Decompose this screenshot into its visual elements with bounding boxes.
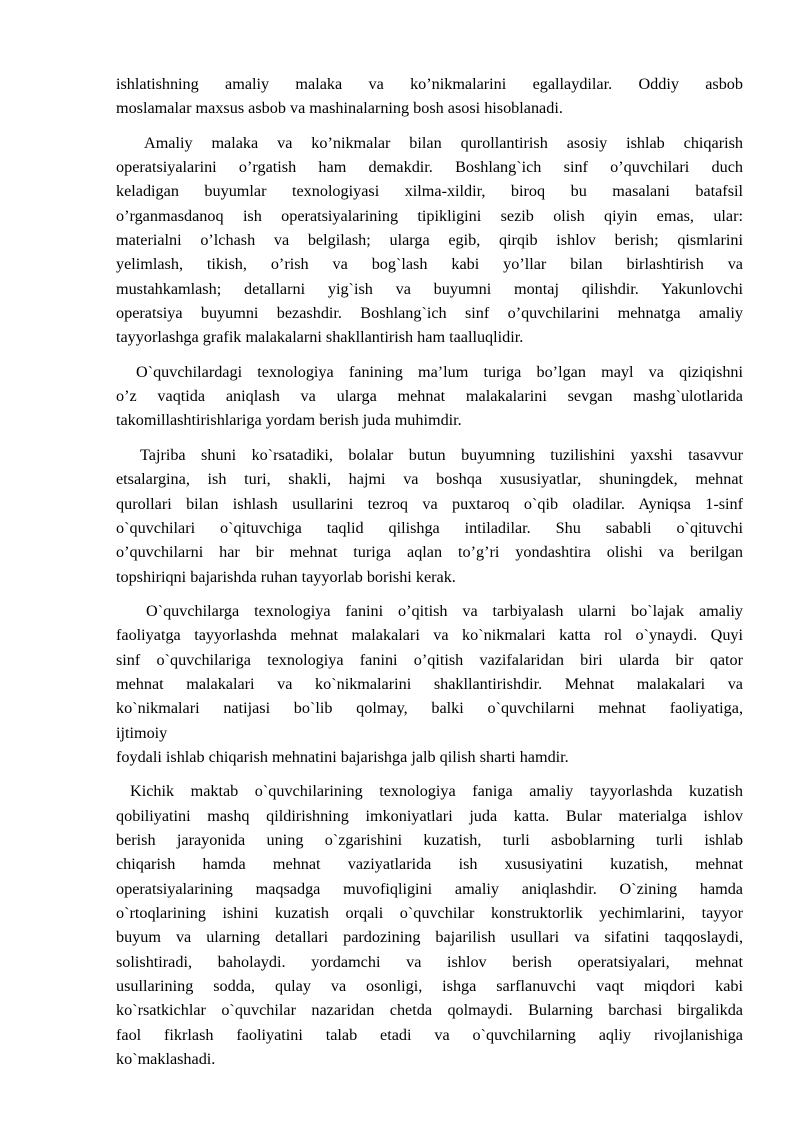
text-line: operatsiyalarini o’rgatish ham demakdir. Boshlang`ich sinf o’quvchilari duch [116, 158, 743, 177]
text-line: materialni o’lchash va belgilash; ularga egib, qirqib ishlov berish; qismlarini [116, 231, 743, 250]
text-line: ijtimoiy [116, 723, 168, 742]
text-line: mehnat malakalari va ko`nikmalarini shakllantirishdir. Mehnat malakalari va [116, 674, 743, 693]
text-line: mustahkamlash; detallarni yig`ish va buyumni montaj qilishdir. Yakunlovchi [116, 279, 743, 298]
text-line: moslamalar maxsus asbob va mashinalarning bosh asosi hisoblanadi. [116, 99, 563, 118]
paragraph-4 [116, 443, 743, 589]
text-line: o`rtoqlarining ishini kuzatish orqali o`quvchilar konstruktorlik yechimlarini, tayyor [116, 904, 743, 922]
text-line: keladigan buyumlar texnologiyasi xilma-xildir, biroq bu masalani batafsil [116, 182, 743, 201]
text-line: topshiriqni bajarishda ruhan tayyorlab borishi kerak. [116, 567, 456, 586]
paragraph-3 [116, 360, 743, 433]
text-line: o’z vaqtida aniqlash va ularga mehnat malakalarini sevgan mashg`ulotlarida [116, 387, 743, 406]
text-line: yelimlash, tikish, o’rish va bog`lash kabi yo’llar bilan birlashtirish va [116, 255, 743, 274]
text-line: ko`nikmalari natijasi bo`lib qolmay, balki o`quvchilarni mehnat faoliyatiga, [116, 699, 743, 718]
text-line: sinf o`quvchilariga texnologiya fanini o’qitish vazifalaridan biri ularda bir qator [116, 650, 743, 669]
text-line: Amaliy malaka va ko’nikmalar bilan qurollantirish asosiy ishlab chiqarish [144, 133, 743, 152]
text-line: o’rganmasdanoq ish operatsiyalarining tipikligini sezib olish qiyin emas, ular: [116, 206, 743, 225]
text-line: ko`maklashadi. [116, 1050, 216, 1069]
text-line: qobiliyatini mashq qildirishning imkoniyatlari juda katta. Bular materialga ishlov [116, 806, 743, 825]
text-line: operatsiyalarining maqsadga muvofiqligini amaliy aniqlashdir. O`zining hamda [116, 879, 743, 898]
text-line: faol fikrlash faoliyatini talab etadi va o`quvchilarning aqliy rivojlanishiga [116, 1025, 743, 1044]
text-line: chiqarish hamda mehnat vaziyatlarida ish xususiyatini kuzatish, mehnat [116, 855, 743, 874]
text-line: solishtiradi, baholaydi. yordamchi va ishlov berish operatsiyalari, mehnat [116, 952, 743, 971]
text-line: O`quvchilardagi texnologiya fanining ma’lum turiga bo’lgan mayl va qiziqishni [136, 362, 743, 381]
text-line: O`quvchilarga texnologiya fanini o’qitish va tarbiyalash ularni bo`lajak amaliy [146, 601, 743, 620]
text-line: ishlatishning amaliy malaka va ko’nikmalarini egallaydilar. Oddiy asbob [116, 75, 743, 93]
document-page [116, 72, 743, 1071]
text-line: operatsiya buyumni bezashdir. Boshlang`ich sinf o’quvchilarini mehnatga amaliy [116, 304, 743, 323]
text-line: buyum va ularning detallari pardozining bajarilish usullari va sifatini taqqoslaydi, [116, 928, 743, 947]
text-line: Kichik maktab o`quvchilarining texnologiya faniga amaliy tayyorlashda kuzatish [130, 782, 743, 801]
paragraph-2 [116, 131, 743, 350]
paragraph-1 [116, 72, 743, 121]
text-line: qurollari bilan ishlash usullarini tezroq va puxtaroq o`qib oladilar. Ayniqsa 1-sinf [116, 494, 743, 513]
text-line: foydali ishlab chiqarish mehnatini bajarishga jalb qilish sharti hamdir. [116, 747, 569, 766]
text-line: tayyorlashga grafik malakalarni shakllantirish ham taalluqlidir. [116, 328, 524, 347]
text-line: o`quvchilari o`qituvchiga taqlid qilishga intiladilar. Shu sababli o`qituvchi [116, 518, 743, 537]
text-line: faoliyatga tayyorlashda mehnat malakalari va ko`nikmalari katta rol o`ynaydi. Quyi [116, 626, 743, 645]
text-line: takomillashtirishlariga yordam berish juda muhimdir. [116, 411, 462, 430]
paragraph-6 [116, 779, 743, 1071]
text-line: berish jarayonida uning o`zgarishini kuzatish, turli asboblarning turli ishlab [116, 830, 743, 849]
text-line: o’quvchilarni har bir mehnat turiga aqlan to’g’ri yondashtira olishi va berilgan [116, 543, 743, 562]
text-line: usullarining sodda, qulay va osonligi, ishga sarflanuvchi vaqt miqdori kabi [116, 977, 743, 996]
paragraph-5 [116, 599, 743, 769]
text-line: Tajriba shuni ko`rsatadiki, bolalar butun buyumning tuzilishini yaxshi tasavvur [140, 445, 743, 464]
text-line: ko`rsatkichlar o`quvchilar nazaridan chetda qolmaydi. Bularning barchasi birgalikda [116, 1001, 743, 1020]
text-line: etsalargina, ish turi, shakli, hajmi va boshqa xususiyatlar, shuningdek, mehnat [116, 470, 743, 489]
